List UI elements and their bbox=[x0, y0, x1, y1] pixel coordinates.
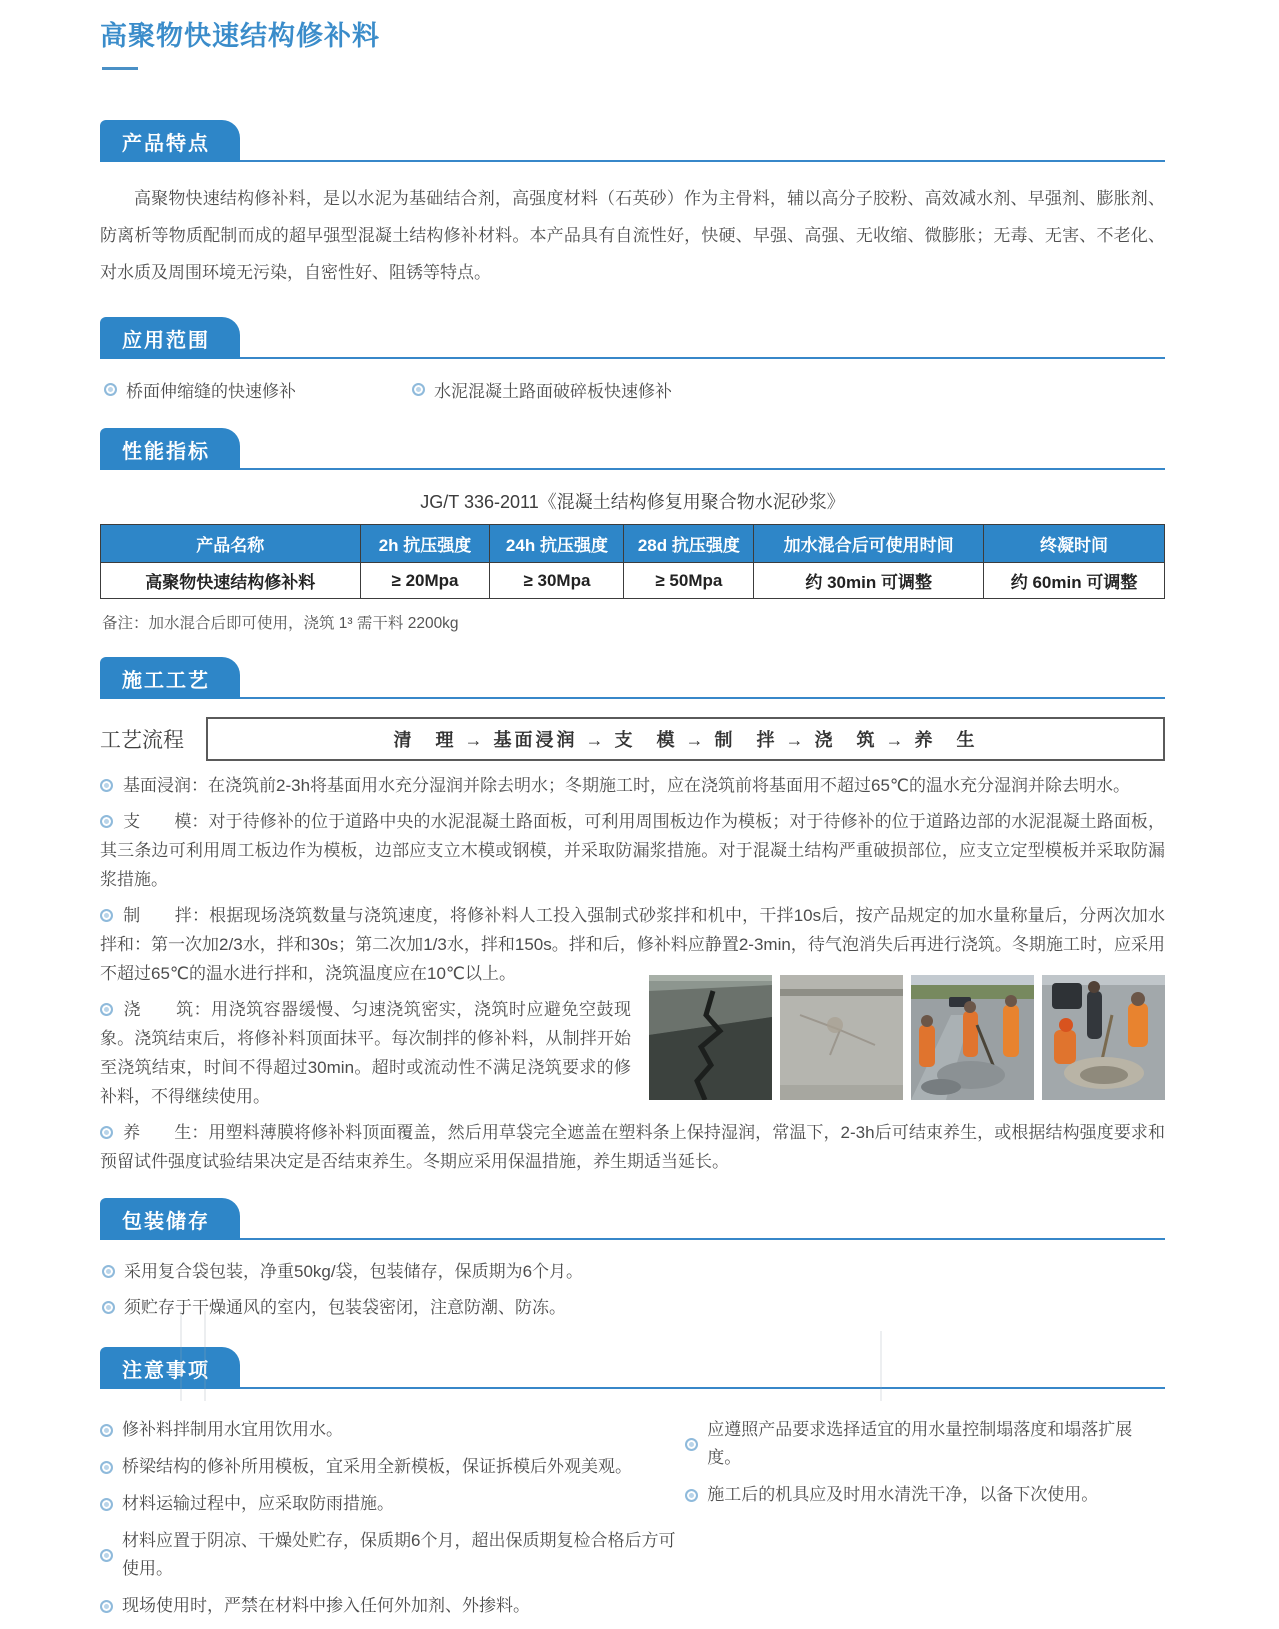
construction-step bbox=[100, 807, 1165, 894]
ring-bullet-icon bbox=[100, 909, 113, 922]
notes-left-column bbox=[100, 1407, 685, 1629]
pavement-patching-workers-photo bbox=[1042, 975, 1165, 1100]
step-text: 在浇筑前2-3h将基面用水充分湿润并除去明水；冬期施工时，应在浇筑前将基面用不超过65℃的温水充分湿润并除去明水。 bbox=[208, 776, 1131, 795]
packaging-item-label: 采用复合袋包装，净重50kg/袋，包装储存，保质期为6个月。 bbox=[124, 1262, 584, 1281]
notes-right-column bbox=[685, 1407, 1165, 1629]
step-label: 养 生： bbox=[123, 1123, 209, 1142]
table-row bbox=[101, 563, 1165, 599]
table-header-cell: 2h 抗压强度 bbox=[360, 525, 490, 563]
table-cell: ≥ 50Mpa bbox=[624, 563, 754, 599]
application-list bbox=[104, 377, 1165, 402]
road-repair-workers-photo bbox=[911, 975, 1034, 1100]
note-item-label: 材料应置于阴凉、干燥处贮存，保质期6个月，超出保质期复检合格后方可使用。 bbox=[122, 1531, 676, 1578]
list-item bbox=[685, 1481, 1165, 1509]
note-item-label: 桥梁结构的修补所用模板，宜采用全新模板，保证拆模后外观美观。 bbox=[122, 1457, 632, 1476]
step-text: 对于待修补的位于道路中央的水泥混凝土路面板，可利用周围板边作为模板；对于待修补的位于道路边部的水泥混凝土路面板，其三条边可利用周工板边作为模板，边部应支立木模或钢模，并采取防漏浆措施。对于混凝土结构严重破损部位，应支立定型模板并采取防漏浆措施。 bbox=[100, 812, 1166, 889]
list-item bbox=[100, 1527, 685, 1583]
title-underline bbox=[102, 67, 138, 70]
ring-bullet-icon bbox=[100, 815, 113, 828]
list-item bbox=[100, 1490, 685, 1518]
construction-step bbox=[100, 1118, 1165, 1176]
step-text: 根据现场浇筑数量与浇筑速度，将修补料人工投入强制式砂浆拌和机中，干拌10s后，按产品规定的加水量称量后，分两次加水拌和：第一次加2/3水，拌和30s；第二次加1/3水，拌和150s。拌和后，修补料应静置2-3min，待气泡消失后再进行浇筑。冬期施工时，应采用不超过65℃的温水进行拌和，浇筑温度应在10℃以上。 bbox=[100, 906, 1165, 983]
table-header-cell: 终凝时间 bbox=[984, 525, 1165, 563]
ring-bullet-icon bbox=[685, 1438, 698, 1451]
table-header-cell: 产品名称 bbox=[101, 525, 361, 563]
ring-bullet-icon bbox=[100, 1600, 113, 1613]
ring-bullet-icon bbox=[100, 1424, 113, 1437]
process-flow-row bbox=[100, 717, 1165, 761]
note-item-label: 材料运输过程中，应采取防雨措施。 bbox=[122, 1494, 394, 1513]
ring-bullet-icon bbox=[100, 1461, 113, 1474]
table-cell: ≥ 30Mpa bbox=[490, 563, 624, 599]
note-item-label: 应遵照产品要求选择适宜的用水量控制塌落度和塌落扩展度。 bbox=[707, 1420, 1133, 1467]
watermark-shape bbox=[180, 1311, 206, 1401]
section-header-construction bbox=[100, 657, 1165, 699]
cracked-dark-pavement-photo bbox=[649, 975, 772, 1100]
table-cell: 约 30min 可调整 bbox=[754, 563, 984, 599]
packaging-item-label: 须贮存于干燥通风的室内，包装袋密闭，注意防潮、防冻。 bbox=[124, 1298, 566, 1317]
step-text: 用浇筑容器缓慢、匀速浇筑密实，浇筑时应避免空鼓现象。浇筑结束后，将修补料顶面抹平。每次制拌的修补料，从制拌开始至浇筑结束，时间不得超过30min。超时或流动性不满足浇筑要求的修补料，不得继续使用。 bbox=[100, 1000, 632, 1106]
features-paragraph: 高聚物快速结构修补料，是以水泥为基础结合剂，高强度材料（石英砂）作为主骨料，辅以高分子胶粉、高效减水剂、早强剂、膨胀剂、防离析等物质配制而成的超早强型混凝土结构修补材料。本产品具有自流性好，快硬、早强、高强、无收缩、微膨胀；无毒、无害、不老化、对水质及周围环境无污染，自密性好、阻锈等特点。 bbox=[100, 189, 1165, 282]
note-item-label: 现场使用时，严禁在材料中掺入任何外加剂、外掺料。 bbox=[122, 1596, 530, 1615]
ring-bullet-icon bbox=[685, 1489, 698, 1502]
section-tab-features: 产品特点 bbox=[100, 120, 240, 162]
ring-bullet-icon bbox=[100, 1498, 113, 1511]
table-header-cell: 28d 抗压强度 bbox=[624, 525, 754, 563]
ring-bullet-icon bbox=[100, 1003, 113, 1016]
page-title: 高聚物快速结构修补料 bbox=[100, 21, 380, 51]
ring-bullet-icon bbox=[100, 779, 113, 792]
process-flow-label: 工艺流程 bbox=[100, 729, 184, 752]
application-item-label: 桥面伸缩缝的快速修补 bbox=[126, 382, 296, 401]
ring-bullet-icon bbox=[100, 1549, 113, 1562]
construction-photo-strip bbox=[649, 975, 1165, 1100]
section-header-features bbox=[100, 120, 1165, 162]
table-header-cell: 24h 抗压强度 bbox=[490, 525, 624, 563]
table-header-row bbox=[101, 525, 1165, 563]
watermark-shape bbox=[880, 1331, 890, 1401]
note-item-label: 修补料拌制用水宜用饮用水。 bbox=[122, 1420, 343, 1439]
performance-table bbox=[100, 524, 1165, 599]
list-item bbox=[100, 1416, 685, 1444]
step-label: 浇 筑： bbox=[123, 1000, 212, 1019]
section-tab-packaging: 包装储存 bbox=[100, 1198, 240, 1240]
list-item bbox=[412, 377, 672, 402]
construction-step bbox=[100, 771, 1165, 800]
section-header-packaging bbox=[100, 1198, 1165, 1240]
notes-list bbox=[100, 1407, 1165, 1629]
table-cell: 高聚物快速结构修补料 bbox=[101, 563, 361, 599]
ring-bullet-icon bbox=[102, 1265, 115, 1278]
standard-caption: JG/T 336-2011《混凝土结构修复用聚合物水泥砂浆》 bbox=[420, 492, 845, 512]
section-header-performance bbox=[100, 428, 1165, 470]
cracked-concrete-slab-photo bbox=[780, 975, 903, 1100]
list-item bbox=[100, 1453, 685, 1481]
table-note: 备注：加水混合后即可使用，浇筑 1³ 需干料 2200kg bbox=[102, 615, 459, 632]
step-text: 用塑料薄膜将修补料顶面覆盖，然后用草袋完全遮盖在塑料条上保持湿润，常温下，2-3h后可结束养生，或根据结构强度要求和预留试件强度试验结果决定是否结束养生。冬期应采用保温措施，养生期适当延长。 bbox=[100, 1123, 1165, 1171]
list-item bbox=[102, 1294, 1165, 1321]
ring-bullet-icon bbox=[104, 383, 117, 396]
step-label: 支 模： bbox=[123, 812, 209, 831]
ring-bullet-icon bbox=[100, 1126, 113, 1139]
table-cell: ≥ 20Mpa bbox=[360, 563, 490, 599]
ring-bullet-icon bbox=[412, 383, 425, 396]
list-item bbox=[100, 1592, 685, 1620]
section-header-application bbox=[100, 317, 1165, 359]
section-tab-performance: 性能指标 bbox=[100, 428, 240, 470]
table-cell: 约 60min 可调整 bbox=[984, 563, 1165, 599]
process-flow-box: 清 理 → 基面浸润 → 支 模 → 制 拌 → 浇 筑 → 养 生 bbox=[206, 717, 1165, 761]
list-item bbox=[104, 377, 412, 402]
section-tab-construction: 施工工艺 bbox=[100, 657, 240, 699]
table-header-cell: 加水混合后可使用时间 bbox=[754, 525, 984, 563]
section-header-notes bbox=[100, 1347, 1165, 1389]
list-item bbox=[102, 1258, 1165, 1285]
ring-bullet-icon bbox=[102, 1301, 115, 1314]
step-label: 制 拌： bbox=[123, 906, 210, 925]
list-item bbox=[685, 1416, 1165, 1472]
application-item-label: 水泥混凝土路面破碎板快速修补 bbox=[434, 382, 672, 401]
note-item-label: 施工后的机具应及时用水清洗干净，以备下次使用。 bbox=[707, 1485, 1099, 1504]
step-label: 基面浸润： bbox=[123, 776, 208, 795]
section-tab-application: 应用范围 bbox=[100, 317, 240, 359]
section-tab-notes: 注意事项 bbox=[100, 1347, 240, 1389]
packaging-list bbox=[100, 1258, 1165, 1321]
